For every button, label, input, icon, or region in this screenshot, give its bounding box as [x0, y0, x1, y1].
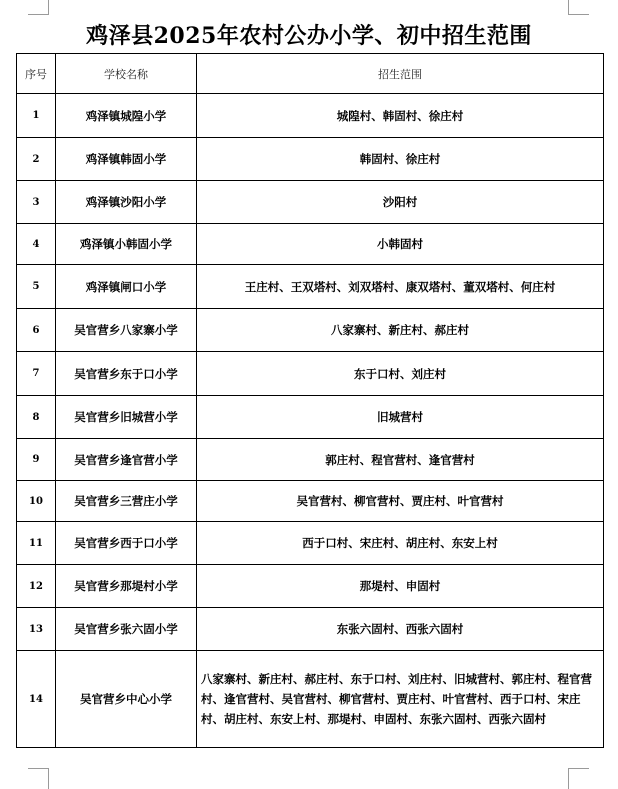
school-name: 吴官营乡八家寨小学 — [56, 309, 197, 352]
table-row — [17, 396, 604, 439]
row-number: 2 — [17, 138, 56, 181]
page-corner-mark — [28, 0, 49, 15]
table-row — [17, 309, 604, 352]
page-corner-mark — [568, 768, 589, 789]
school-name: 吴官营乡那堤村小学 — [56, 565, 197, 608]
enrollment-range: 韩固村、徐庄村 — [197, 138, 604, 181]
school-name: 吴官营乡张六固小学 — [56, 608, 197, 651]
table-row — [17, 608, 604, 651]
page-corner-mark — [568, 0, 589, 15]
enrollment-range: 旧城营村 — [197, 396, 604, 439]
header-number: 序号 — [17, 54, 56, 94]
enrollment-table — [16, 53, 604, 748]
row-number: 7 — [17, 352, 56, 396]
table-row — [17, 181, 604, 224]
enrollment-range: 沙阳村 — [197, 181, 604, 224]
school-name: 吴官营乡逢官营小学 — [56, 439, 197, 481]
header-range: 招生范围 — [197, 54, 604, 94]
table-row — [17, 439, 604, 481]
row-number: 1 — [17, 94, 56, 138]
enrollment-range: 那堤村、申固村 — [197, 565, 604, 608]
school-name: 吴官营乡东于口小学 — [56, 352, 197, 396]
row-number: 12 — [17, 565, 56, 608]
school-name: 吴官营乡三营庄小学 — [56, 481, 197, 522]
school-name: 吴官营乡旧城营小学 — [56, 396, 197, 439]
enrollment-range: 八家寨村、新庄村、郝庄村 — [197, 309, 604, 352]
school-name: 鸡泽镇城隍小学 — [56, 94, 197, 138]
row-number: 11 — [17, 522, 56, 565]
enrollment-range: 八家寨村、新庄村、郝庄村、东于口村、刘庄村、旧城营村、郭庄村、程官营村、逢官营村、吴官营村、柳官营村、贾庄村、叶官营村、西于口村、宋庄村、胡庄村、东安上村、那堤村、申固村、东张六固村、西张六固村 — [197, 651, 604, 748]
enrollment-range: 郭庄村、程官营村、逢官营村 — [197, 439, 604, 481]
row-number: 8 — [17, 396, 56, 439]
table-row — [17, 352, 604, 396]
row-number: 3 — [17, 181, 56, 224]
table-row — [17, 138, 604, 181]
table-row — [17, 94, 604, 138]
row-number: 10 — [17, 481, 56, 522]
enrollment-range: 王庄村、王双塔村、刘双塔村、康双塔村、董双塔村、何庄村 — [197, 265, 604, 309]
page-corner-mark — [28, 768, 49, 789]
table-row — [17, 265, 604, 309]
row-number: 14 — [17, 651, 56, 748]
row-number: 5 — [17, 265, 56, 309]
enrollment-range: 西于口村、宋庄村、胡庄村、东安上村 — [197, 522, 604, 565]
school-name: 吴官营乡中心小学 — [56, 651, 197, 748]
enrollment-range: 城隍村、韩固村、徐庄村 — [197, 94, 604, 138]
row-number: 4 — [17, 224, 56, 265]
table-row — [17, 224, 604, 265]
header-school: 学校名称 — [56, 54, 197, 94]
school-name: 鸡泽镇韩固小学 — [56, 138, 197, 181]
table-row — [17, 481, 604, 522]
school-name: 鸡泽镇沙阳小学 — [56, 181, 197, 224]
row-number: 6 — [17, 309, 56, 352]
enrollment-range: 吴官营村、柳官营村、贾庄村、叶官营村 — [197, 481, 604, 522]
table-row — [17, 565, 604, 608]
enrollment-range: 东于口村、刘庄村 — [197, 352, 604, 396]
school-name: 吴官营乡西于口小学 — [56, 522, 197, 565]
school-name: 鸡泽镇闸口小学 — [56, 265, 197, 309]
enrollment-range: 小韩固村 — [197, 224, 604, 265]
row-number: 9 — [17, 439, 56, 481]
row-number: 13 — [17, 608, 56, 651]
school-name: 鸡泽镇小韩固小学 — [56, 224, 197, 265]
table-row — [17, 651, 604, 748]
enrollment-range: 东张六固村、西张六固村 — [197, 608, 604, 651]
table-row — [17, 522, 604, 565]
table-header-row — [17, 54, 604, 94]
document-title: 鸡泽县2025年农村公办小学、初中招生范围 — [86, 23, 532, 49]
